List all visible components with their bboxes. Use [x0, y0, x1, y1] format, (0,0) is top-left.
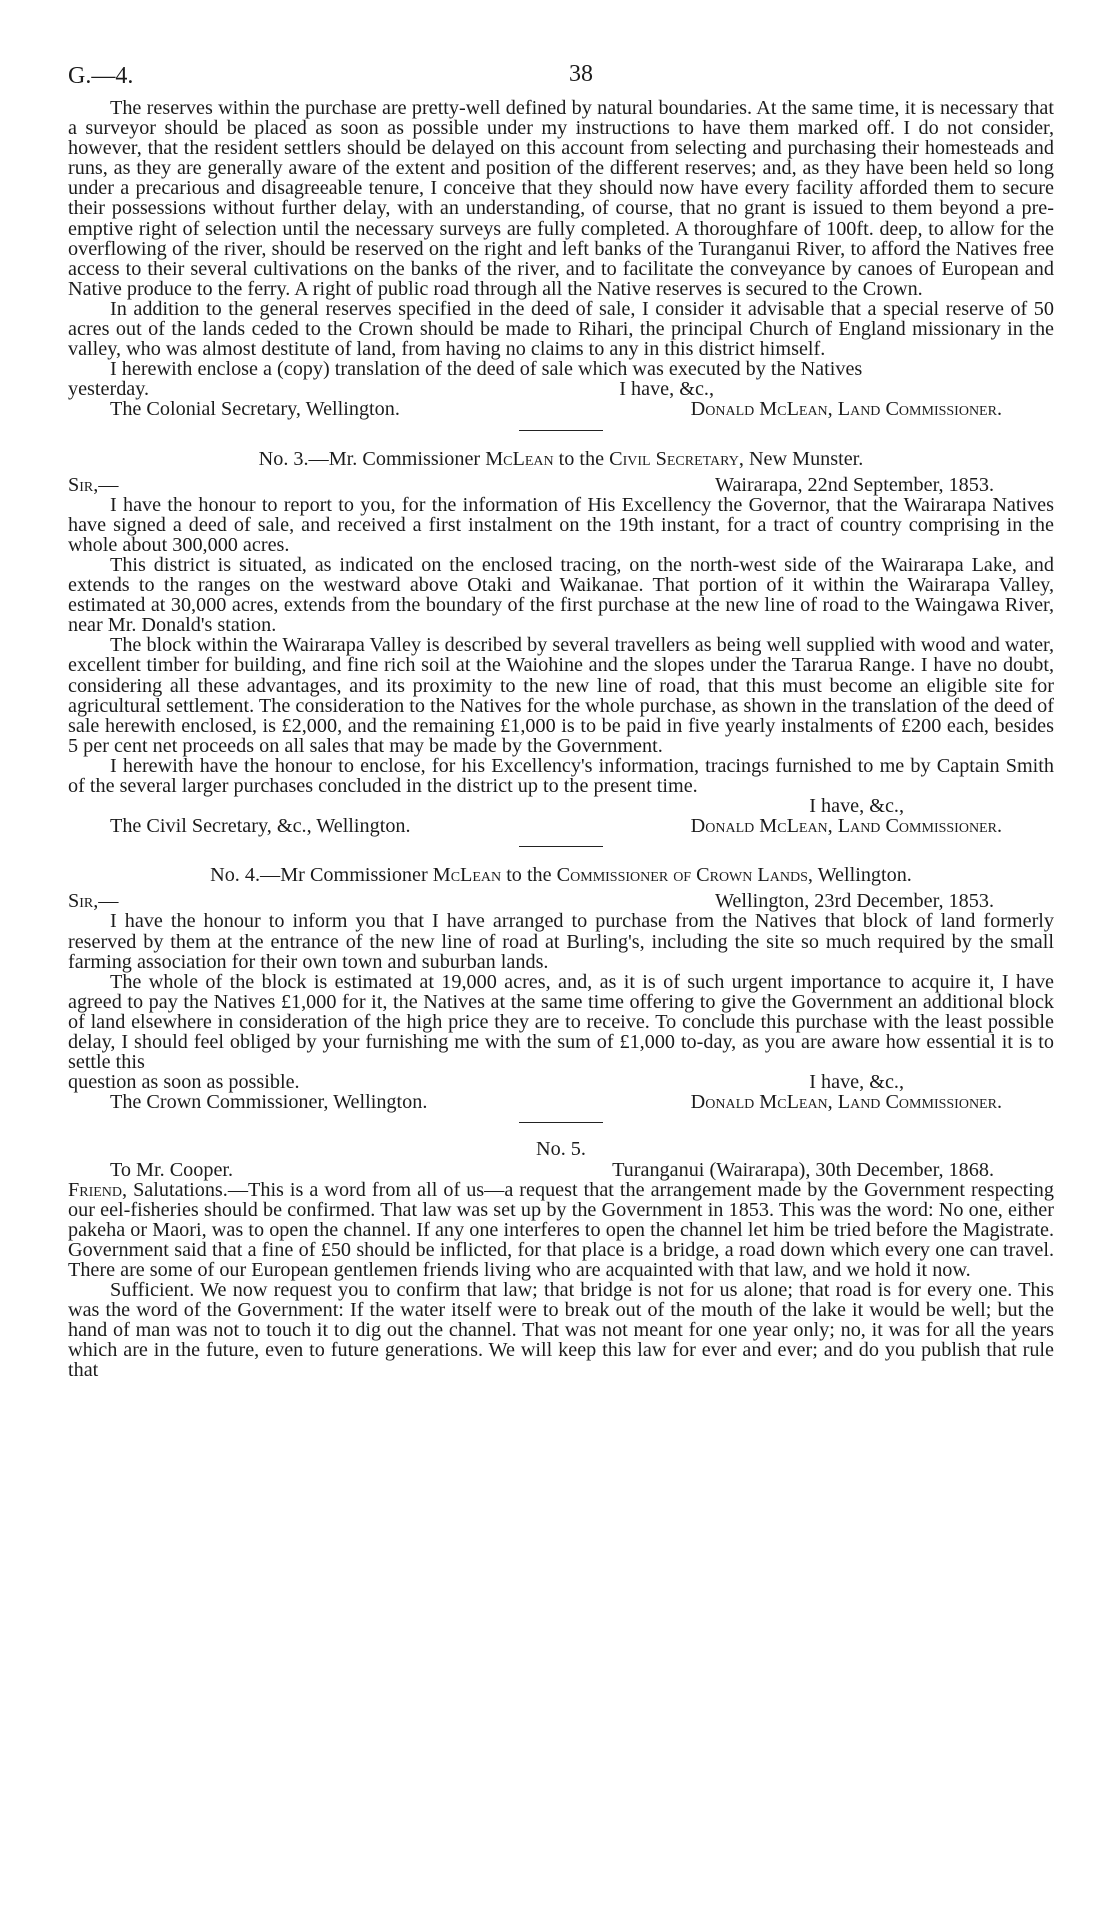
signature: Donald McLean, Land Commissioner.	[690, 1091, 1002, 1114]
addressee: The Crown Commissioner, Wellington.	[110, 1091, 428, 1114]
letter-heading: No. 5.	[536, 1138, 586, 1161]
heading-to: to the	[558, 447, 605, 470]
recipient: To Mr. Cooper.	[110, 1158, 234, 1181]
signoff-row	[68, 816, 1054, 836]
heading-to: to the	[506, 864, 552, 887]
signoff-row	[68, 399, 1054, 419]
document-code: G.—4.	[68, 63, 134, 89]
heading-office: Civil Secretary	[609, 447, 739, 470]
paragraph: I have the honour to report to you, for the information of His Excellency the Governor, that the Wairarapa Natives have signed a deed of sale, and received a first instalment on the 19th instant, for a tract of country comprising in the whole about 300,000 acres.	[68, 493, 1054, 556]
paragraph: This district is situated, as indicated on the enclosed tracing, on the north-west side of the Wairarapa Lake, and extends to the ranges on the westward above Otaki and Waikanae. That portion of it within the Wairarapa Valley, estimated at 30,000 acres, extends from the boundary of the first purchase at the new line of road to the Waingawa River, near Mr. Donald's station.	[68, 553, 1054, 637]
first-word: Friend	[68, 1178, 122, 1201]
paragraph-text: , Salutations.—This is a word from all of us—a request that the arrangement made by the Government respecting our eel-fisheries should be confirmed. That law was set up by the Government in 1853. This was the word: No one, either pakeha or Maori, was to open the channel. If any one interferes to open the channel let him be tried before the Magistrate. Government said that a fine of £50 should be inflicted, for that place is a bridge, a road down which every one can travel. There are some of our European gentlemen friends living who are acquainted with that law, and we hold it now.	[68, 1178, 1054, 1281]
addressee: The Civil Secretary, &c., Wellington.	[110, 815, 411, 838]
paragraph: In addition to the general reserves specified in the deed of sale, I consider it advisable that a special reserve of 50 acres out of the lands ceded to the Crown should be made to Rihari, the principal Church of England missionary in the valley, who was almost destitute of land, from having no claims to any in this district himself.	[68, 297, 1054, 361]
closing-row	[68, 379, 1054, 399]
dateline: Wellington, 23rd December, 1853.	[715, 890, 994, 913]
letter-heading	[68, 449, 1054, 469]
paragraph: The block within the Wairarapa Valley is described by several travellers as being well supplied with wood and water, excellent timber for building, and fine rich soil at the Waiohine and the slopes under the Tararua Range. I have no doubt, considering all these advantages, and its proximity to the new line of road, that this must become an eligible site for agricultural settlement. The consideration to the Natives for the whole purchase, as shown in the translation of the deed of sale herewith enclosed, is £2,000, and the remaining £1,000 is to be paid in five yearly instalments of £200 each, besides 5 per cent net proceeds on all sales that may be made by the Government.	[68, 634, 1054, 757]
closing-row	[68, 1072, 1054, 1092]
heading-suffix: , New Munster.	[738, 447, 864, 470]
signoff-row	[68, 1092, 1054, 1112]
letter-2-continuation	[68, 98, 1054, 420]
section-divider	[519, 846, 603, 847]
paragraph: The whole of the block is estimated at 19,000 acres, and, as it is of such urgent importance to acquire it, I have agreed to pay the Natives £1,000 for it, the Natives at the same time offering to give the Government an additional block of land elsewhere in consideration of the high price they are to receive. To conclude this purchase with the least possible delay, I should feel obliged by your furnishing me with the sum of £1,000 to-day, as you are aware how essential it is to settle this	[68, 970, 1054, 1074]
page-header	[68, 58, 1054, 98]
heading-suffix: , Wellington.	[807, 864, 912, 887]
heading-name: McLean	[432, 864, 502, 887]
paragraph: The reserves within the purchase are pretty-well defined by natural boundaries. At the same time, it is necessary that a surveyor should be placed as soon as possible under my instructions to have them marked off. I do not consider, however, that the resident settlers should be delayed on this account from selecting and purchasing their homesteads and runs, as they are generally aware of the extent and position of the different reserves; and, as they have been held so long under a precarious and disagreeable tenure, I conceive that they should now have every facility afforded them to secure their possessions without further delay, with an understanding, of course, that no grant is issued to them beyond a pre-emptive right of selection until the necessary surveys are fully completed. A thoroughfare of 100ft. deep, to allow for the overflowing of the river, should be reserved on the right and left banks of the Turanganui River, to afford the Natives free access to their several cultivations on the banks of the river, and to facilitate the conveyance by canoes of European and Native produce to the ferry. A right of public road through all the Native reserves is secured to the Crown.	[68, 97, 1054, 300]
addressee: The Colonial Secretary, Wellington.	[110, 398, 400, 421]
letter-3	[68, 449, 1054, 837]
paragraph: I herewith enclose a (copy) translation of the deed of sale which was executed by the Natives	[110, 358, 863, 381]
signature: Donald McLean, Land Commissioner.	[690, 398, 1002, 421]
closing-right: I have, &c.,	[619, 378, 714, 401]
salutation: Sir,—	[68, 473, 119, 496]
closing: I have, &c.,	[809, 795, 904, 818]
dateline: Turanganui (Wairarapa), 30th December, 1868.	[612, 1158, 994, 1181]
closing-left: yesterday.	[68, 378, 150, 401]
section-divider	[519, 430, 603, 431]
closing-right: I have, &c.,	[809, 1071, 904, 1094]
signature: Donald McLean, Land Commissioner.	[690, 815, 1002, 838]
paragraph: I have the honour to inform you that I have arranged to purchase from the Natives that block of land formerly reserved by them at the entrance of the new line of road at Burling's, including the site so much required by the small farming association for their own town and suburban lands.	[68, 910, 1054, 973]
paragraph: Sufficient. We now request you to confirm that law; that bridge is not for us alone; that road is for every one. This was the word of the Government: If the water itself were to break out of the mouth of the lake it would be well; but the hand of man was not to touch it to dig out the channel. That was not meant for one year only; no, it was for all the years which are in the future, even to future generations. We will keep this law for ever and ever; and do you publish that rule that	[68, 1279, 1054, 1382]
letter-5	[68, 1139, 1054, 1380]
paragraph	[68, 1180, 1054, 1280]
letter-4	[68, 865, 1054, 1112]
heading-prefix: No. 4.—Mr Commissioner	[210, 864, 428, 887]
closing-left: question as soon as possible.	[68, 1071, 300, 1094]
page-number: 38	[569, 61, 593, 87]
dateline: Wairarapa, 22nd September, 1853.	[715, 473, 994, 496]
paragraph: I herewith have the honour to enclose, for his Excellency's information, tracings furnished to me by Captain Smith of the several larger purchases concluded in the district up to the present time.	[68, 754, 1054, 797]
salutation: Sir,—	[68, 890, 119, 913]
salutation-row	[68, 891, 1054, 911]
salutation-row	[68, 475, 1054, 495]
heading-name: McLean	[485, 447, 554, 470]
section-divider	[519, 1122, 603, 1123]
heading-prefix: No. 3.—Mr. Commissioner	[258, 447, 481, 470]
address-row	[68, 1160, 1054, 1180]
letter-heading	[68, 865, 1054, 885]
heading-office: Commissioner of Crown Lands	[556, 864, 808, 887]
